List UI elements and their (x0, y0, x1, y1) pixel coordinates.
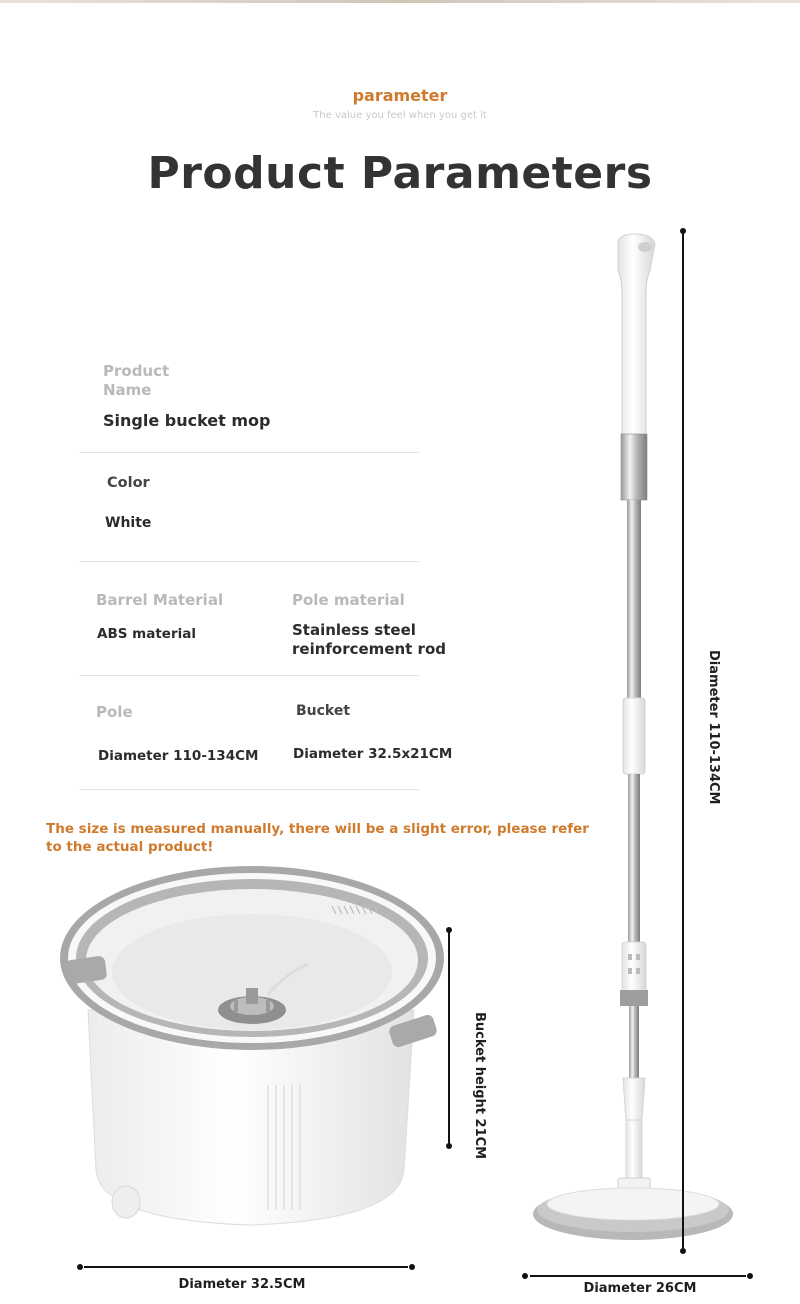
pole-value: Diameter 110-134CM (98, 748, 259, 764)
bucket-value: Diameter 32.5x21CM (293, 746, 453, 762)
section-eyebrow: parameter (352, 86, 448, 105)
pole-material-value-line2: reinforcement rod (292, 640, 446, 658)
color-value: White (105, 515, 152, 531)
mop-head-diameter-label: Diameter 26CM (583, 1281, 697, 1296)
page-title: Product Parameters (147, 148, 653, 199)
bucket-label: Bucket (296, 703, 351, 719)
product-name-value: Single bucket mop (103, 411, 271, 430)
mop-pole-image (500, 220, 800, 1304)
spec-divider (79, 452, 419, 453)
bucket-diameter-label: Diameter 32.5CM (178, 1277, 306, 1292)
pole-material-value-line1: Stainless steel (292, 621, 416, 639)
color-label: Color (107, 475, 150, 491)
spec-divider (79, 561, 419, 562)
product-name-label: Product Name (103, 362, 170, 399)
pole-material-value (292, 621, 446, 659)
pole-material-label: Pole material (292, 591, 405, 609)
barrel-material-label: Barrel Material (96, 591, 224, 609)
bucket-height-dimension-label: Bucket height 21CM (472, 1012, 487, 1160)
spin-mop-bucket-image (40, 860, 480, 1300)
section-tagline: The value you feel when you get it (313, 110, 487, 121)
barrel-material-value: ABS material (97, 626, 196, 642)
spec-divider (79, 789, 419, 790)
spec-divider (79, 675, 419, 676)
mop-height-dimension-label: Diameter 110-134CM (706, 650, 721, 805)
measurement-note: The size is measured manually, there will be a slight error, please refer to the actual product! (46, 821, 589, 855)
pole-label: Pole (96, 703, 133, 721)
top-decorative-rule (0, 0, 800, 3)
